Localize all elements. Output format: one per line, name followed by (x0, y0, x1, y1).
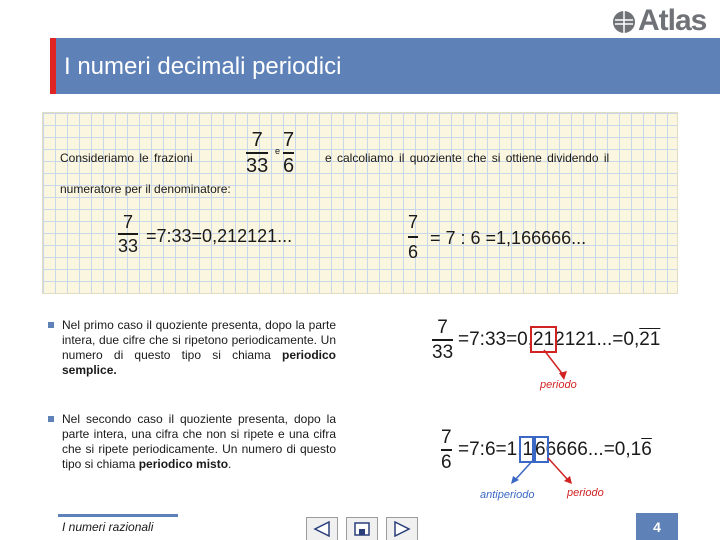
bullet2-text: Nel secondo caso il quoziente presenta, dopo la parte intera, una cifra che non si ripete e una cifra che si ripete periodicamente. Un numero di questo tipo si chiama (62, 412, 336, 471)
eq1-post: 2121...=0, (554, 329, 640, 350)
fraction-numerator: 7 (441, 427, 452, 448)
bullet2-end: . (228, 457, 232, 471)
home-icon (353, 521, 371, 537)
fraction-bar (408, 236, 418, 238)
eq1-pre: =7:33=0, (458, 329, 534, 350)
example2-fraction (408, 213, 418, 261)
bullet1-text: Nel primo caso il quoziente presenta, dopo la parte intera, due cifre che si ripetono periodicamente. Un numero di questo tipo si chiama (62, 318, 336, 362)
intro-text-start: Consideriamo le frazioni (60, 151, 193, 165)
intro-text-end: e calcoliamo il quoziente che si ottiene dividendo il (325, 151, 610, 165)
fraction-numerator: 7 (437, 317, 448, 338)
prev-slide-button[interactable] (306, 517, 338, 540)
logo-text: Atlas (638, 4, 707, 37)
fraction-numerator: 7 (283, 129, 295, 151)
right-eq1-fraction (432, 318, 453, 362)
intro-text-line2: numeratore per il denominatore: (60, 182, 231, 196)
footer-section-title: I numeri razionali (62, 520, 154, 534)
bullet2-bold: periodico misto (138, 457, 229, 471)
next-slide-button[interactable] (386, 517, 418, 540)
bullet-simple-period (62, 318, 336, 378)
eq2-antiperiod-digit: 1 (522, 439, 534, 460)
globe-icon (612, 10, 636, 34)
slide-title: I numeri decimali periodici (64, 53, 342, 80)
fraction-numerator: 7 (123, 212, 134, 232)
footer-divider (58, 514, 178, 517)
home-button[interactable] (346, 517, 378, 540)
triangle-right-icon (393, 521, 411, 537)
bullet-square-icon (48, 322, 54, 328)
bullet-square-icon (48, 416, 54, 422)
right-eq2-fraction (441, 428, 452, 472)
eq2-period: 6 (641, 439, 652, 460)
eq2-period-arrow (544, 456, 584, 490)
fraction-denominator: 33 (118, 235, 139, 256)
fraction-7-6 (283, 130, 294, 176)
title-accent (50, 38, 56, 94)
connector-e: e (275, 146, 281, 156)
bullet1-bold: periodico semplice. (62, 348, 336, 377)
grid-paper-panel (42, 112, 678, 294)
fraction-bar (246, 152, 268, 154)
eq2-post: 6666...=0,1 (545, 439, 642, 460)
fraction-denominator: 6 (283, 154, 295, 177)
fraction-denominator: 6 (408, 241, 419, 262)
example1-expression: =7:33=0,212121... (146, 226, 293, 246)
eq1-period-label: periodo (540, 379, 577, 391)
fraction-numerator: 7 (408, 212, 419, 232)
fraction-denominator: 33 (246, 154, 269, 177)
eq1-period: 21 (639, 329, 661, 350)
eq2-antiperiod-label: antiperiodo (480, 489, 535, 501)
example2-expression: = 7 : 6 =1,166666... (430, 228, 587, 248)
fraction-denominator: 6 (441, 451, 452, 473)
page-number-badge: 4 (636, 513, 678, 540)
fraction-numerator: 7 (251, 129, 263, 151)
example1-fraction (118, 213, 138, 255)
fraction-bar (432, 339, 453, 341)
eq2-period-label: periodo (567, 487, 604, 499)
bullet-mixed-period (62, 412, 336, 472)
fraction-bar (441, 449, 452, 451)
fraction-denominator: 33 (432, 341, 454, 363)
eq1-boxed-digits: 21 (533, 329, 555, 350)
eq2-antiperiod-arrow (505, 456, 545, 490)
fraction-7-33 (246, 130, 268, 176)
eq2-period-digit: 6 (535, 439, 546, 460)
fraction-bar (118, 233, 138, 235)
atlas-logo (612, 4, 707, 38)
fraction-bar (283, 152, 294, 154)
triangle-left-icon (313, 521, 331, 537)
eq2-pre: =7:6=1, (458, 439, 523, 460)
